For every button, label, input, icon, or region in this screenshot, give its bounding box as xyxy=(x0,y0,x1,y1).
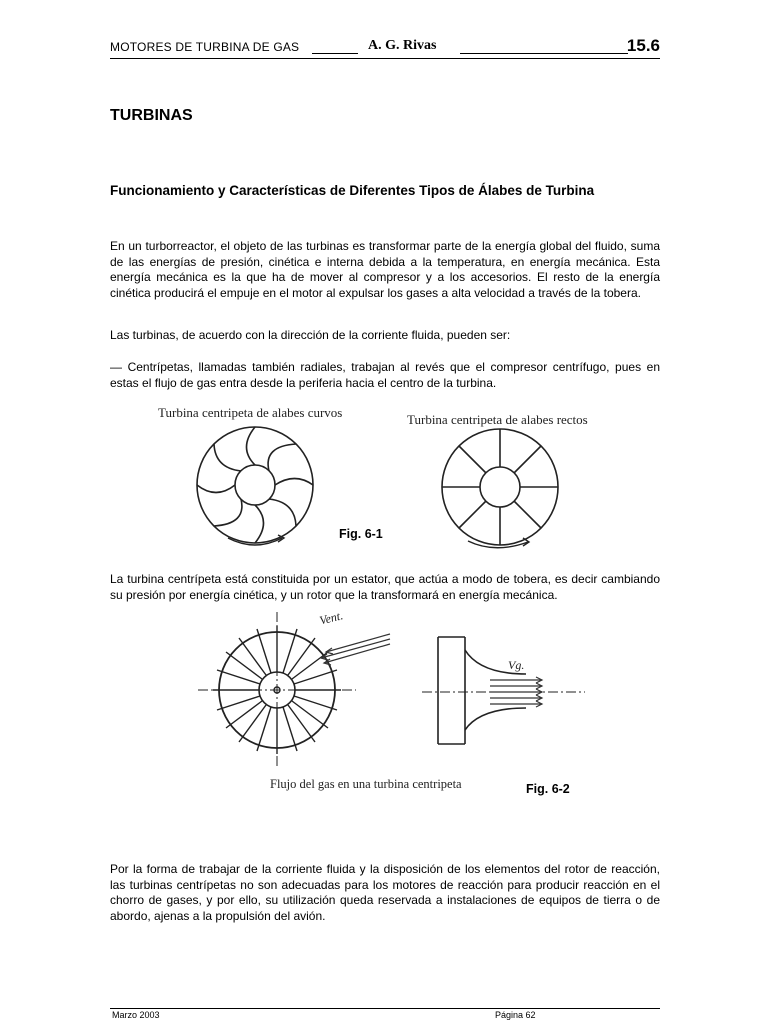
paragraph-types: Las turbinas, de acuerdo con la dirección de la corriente fluida, pueden ser: xyxy=(110,328,511,342)
figure-label-6-2: Fig. 6-2 xyxy=(526,782,570,796)
paragraph-intro: En un turborreactor, el objeto de las turbinas es transformar parte de la energía global del fluido, suma de las energías de presión, cinética e interna debida a la temperatura, en energía mecánica. Esta energía mecánica es la que ha de mover al compresor y a los accesorios. El resto de la energía cinética producirá el empuje en el motor al expulsar los gases a alta velocidad a través de la tobera. xyxy=(110,239,660,300)
figure-label-6-1: Fig. 6-1 xyxy=(339,527,383,541)
figure-caption-flow: Flujo del gas en una turbina centripeta xyxy=(270,777,462,791)
header-underline xyxy=(312,53,358,54)
figure-caption-curved: Turbina centripeta de alabes curvos xyxy=(158,405,343,420)
figure-6-2 xyxy=(190,608,610,802)
page-title: TURBINAS xyxy=(110,107,193,124)
header-rule xyxy=(110,58,660,59)
footer-page-number: Página 62 xyxy=(495,1010,536,1020)
figure-6-1 xyxy=(150,402,620,562)
curved-blade-turbine xyxy=(197,427,313,545)
section-subtitle: Funcionamiento y Características de Diferentes Tipos de Álabes de Turbina xyxy=(110,183,595,198)
rotor-side-section xyxy=(422,637,585,744)
incoming-flow-arrows xyxy=(321,634,390,665)
label-vg: Vg. xyxy=(508,658,525,672)
figure-caption-straight: Turbina centripeta de alabes rectos xyxy=(407,412,588,427)
header-book-title: MOTORES DE TURBINA DE GAS xyxy=(110,40,300,54)
label-vent: Vent. xyxy=(318,608,345,628)
turbine-drawings xyxy=(150,402,620,562)
footer-rule xyxy=(110,1008,660,1009)
footer-date: Marzo 2003 xyxy=(112,1010,160,1020)
paragraph-conclusion: Por la forma de trabajar de la corriente fluida y la disposición de los elementos del rotor de reacción, las turbinas centrípetas no son adecuadas para los motores de reacción para producir reacción en el chorro de gases, y por ello, su utilización queda reservada a instalaciones de equipos de tierra o de abordo, ajenas a la propulsión del avión. xyxy=(110,862,660,923)
gas-flow-drawing xyxy=(190,612,610,772)
page-header xyxy=(110,36,660,60)
paragraph-centripetal: — Centrípetas, llamadas también radiales, trabajan al revés que el compresor centrífugo, pues en estas el flujo de gas entra desde la periferia hacia el centro de la turbina. xyxy=(110,360,660,390)
straight-blade-turbine xyxy=(442,429,558,548)
header-underline xyxy=(460,53,628,54)
exit-flow-arrows xyxy=(490,677,542,707)
header-author: A. G. Rivas xyxy=(368,38,437,53)
header-section-number: 15.6 xyxy=(626,36,660,55)
paragraph-stator-rotor: La turbina centrípeta está constituida por un estator, que actúa a modo de tobera, es decir cambiando su presión por energía cinética, y un rotor que la transformará en energía mecánica. xyxy=(110,572,660,602)
radial-turbine-wheel xyxy=(198,612,356,768)
